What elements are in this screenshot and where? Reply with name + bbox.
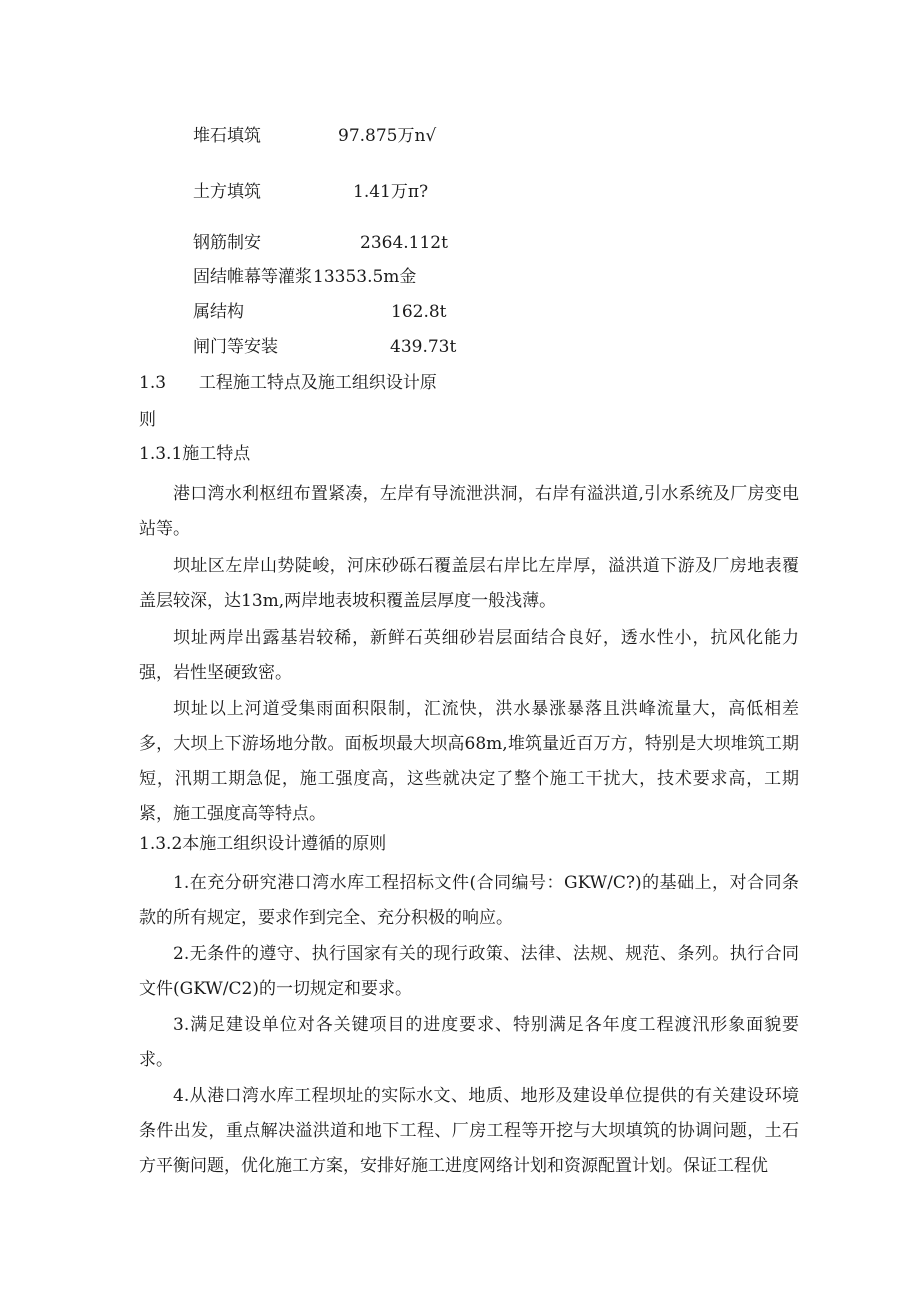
quantity-name: 堆石填筑 [193,126,261,146]
paragraph: 港口湾水利枢纽布置紧凑，左岸有导流泄洪洞，右岸有溢洪道,引水系统及厂房变电站等。 [139,484,799,539]
list-item: 4.从港口湾水库工程坝址的实际水文、地质、地形及建设单位提供的有关建设环境条件出发，重点解决溢洪道和地下工程、厂房工程等开挖与大坝填筑的协调问题，土石方平衡问题，优化施工方案，安排好施工进度网络计划和资源配置计划。保证工程优 [139,1086,799,1176]
paragraph: 坝址两岸出露基岩较稀，新鲜石英细砂岩层面结合良好，透水性小，抗风化能力强，岩性坚硬致密。 [139,628,799,683]
section-heading-continuation: 则 [139,410,156,430]
quantity-value: 162.8t [391,302,447,322]
subsection-heading: 1.3.1施工特点 [139,444,251,464]
quantity-name: 属结构 [193,302,244,322]
list-item: 1.在充分研究港口湾水库工程招标文件(合同编号：GKW/C?)的基础上，对合同条款的所有规定，要求作到完全、充分积极的响应。 [139,873,799,928]
quantity-value: 13353.5m金 [313,267,417,287]
quantity-name: 闸门等安装 [193,337,278,357]
quantity-value: 1.41万π? [353,182,429,202]
section-title: 工程施工特点及施工组织设计原 [198,373,437,393]
quantity-value: 97.875万n√ [338,126,437,146]
quantity-value: 2364.112t [360,233,448,253]
quantity-name: 土方填筑 [193,182,261,202]
list-item: 3.满足建设单位对各关键项目的进度要求、特别满足各年度工程渡汛形象面貌要求。 [139,1015,799,1070]
quantity-value: 439.73t [390,337,457,357]
list-item: 2.无条件的遵守、执行国家有关的现行政策、法律、法规、规范、条列。执行合同文件(GKW/C2)的一切规定和要求。 [139,944,799,999]
paragraph: 坝址以上河道受集雨面积限制，汇流快，洪水暴涨暴落且洪峰流量大，高低相差多，大坝上下游场地分散。面板坝最大坝高68m,堆筑量近百万方，特别是大坝堆筑工期短，汛期工期急促，施工强度高，这些就决定了整个施工干扰大，技术要求高，工期紧，施工强度高等特点。 [139,699,799,824]
quantity-name: 钢筋制安 [193,233,261,253]
paragraph: 坝址区左岸山势陡峻，河床砂砾石覆盖层右岸比左岸厚，溢洪道下游及厂房地表覆盖层较深，达13m,两岸地表坡积覆盖层厚度一般浅薄。 [139,556,799,611]
quantity-name: 固结帷幕等灌浆 [193,267,312,287]
section-heading [139,372,437,394]
subsection-heading: 1.3.2本施工组织设计遵循的原则 [139,834,387,854]
section-number: 1.3 [139,373,167,393]
